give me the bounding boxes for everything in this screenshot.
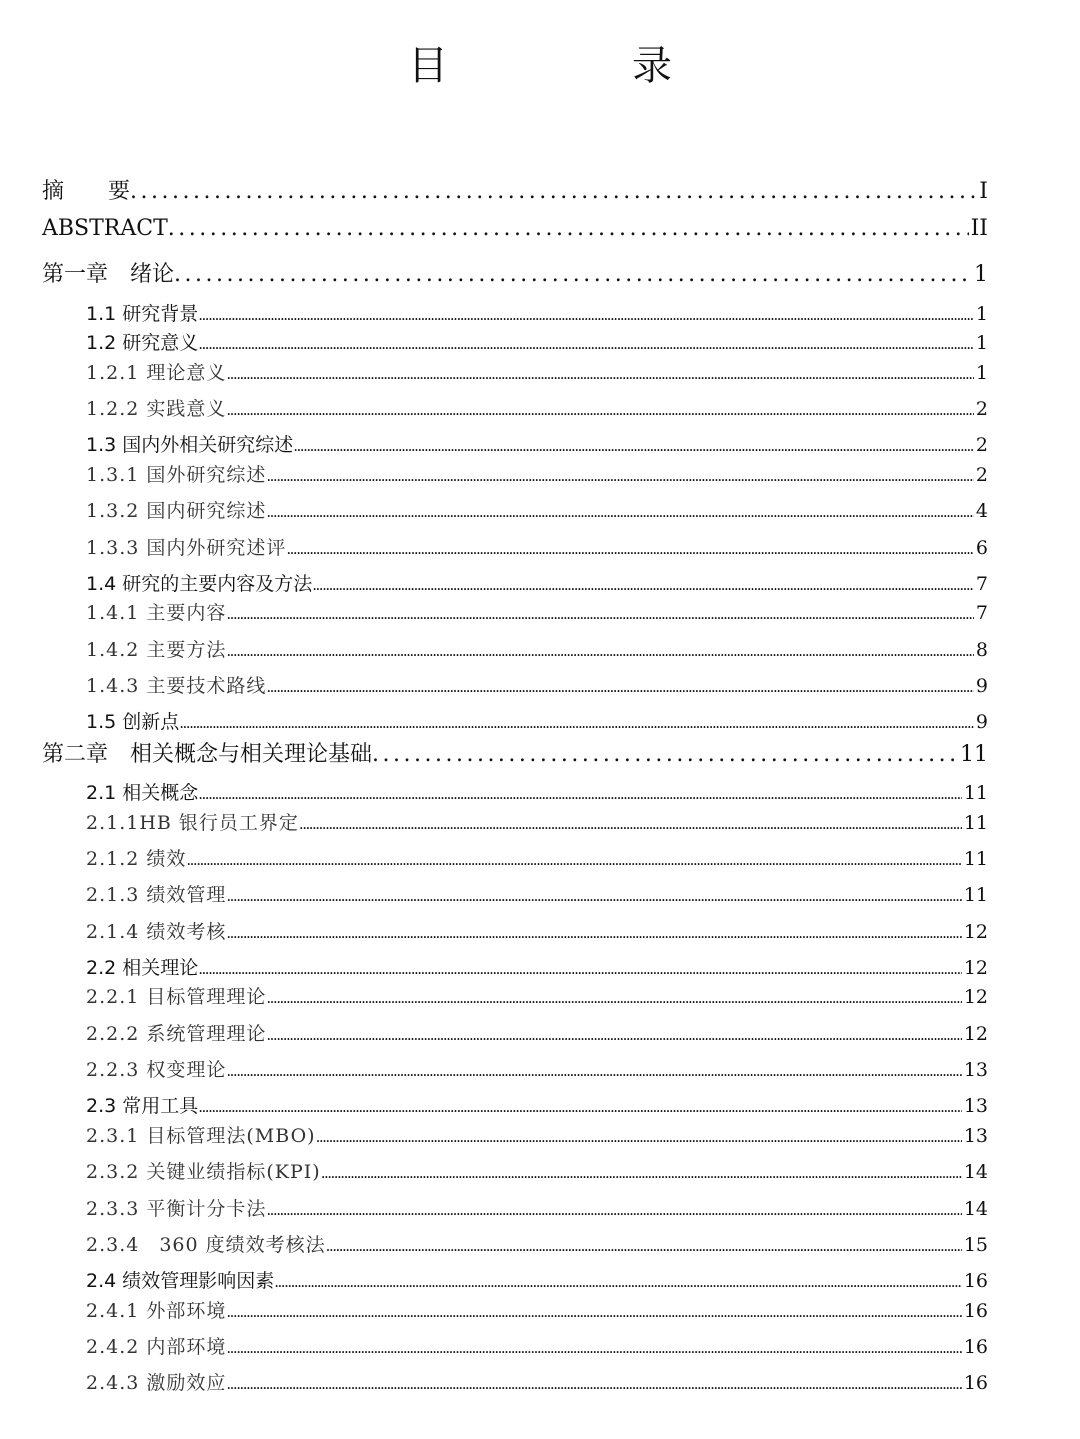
toc-leader-dots (266, 1026, 961, 1044)
toc-entry-page: 9 (975, 711, 988, 733)
toc-leader-dots (130, 179, 977, 204)
toc-entry-subsection[interactable] (86, 358, 988, 386)
toc-entry-section[interactable] (86, 569, 988, 597)
toc-entry-section[interactable] (86, 1266, 988, 1294)
toc-entry-section[interactable] (86, 707, 988, 735)
toc-entry-label: 2.3.2 关键业绩指标(KPI) (86, 1161, 321, 1183)
toc-entry-label: 2.4 绩效管理影响因素 (86, 1270, 275, 1292)
toc-entry-page: I (979, 179, 988, 204)
toc-entry-label: 第二章 相关概念与相关理论基础 (42, 742, 373, 767)
toc-entry-label: 2.1.3 绩效管理 (86, 884, 227, 906)
toc-entry-label: 1.4.2 主要方法 (86, 639, 227, 661)
toc-entry-subsection[interactable] (86, 394, 988, 422)
toc-entry-page: 12 (963, 1023, 988, 1045)
toc-entry-page: 12 (963, 921, 988, 943)
toc-entry-page: 7 (975, 573, 988, 595)
toc-leader-dots (226, 642, 974, 660)
toc-entry-label: 2.1 相关概念 (86, 782, 199, 804)
toc-entry-subsection[interactable] (86, 844, 988, 872)
toc-leader-dots (226, 924, 961, 942)
toc-entry-label: 1.4 研究的主要内容及方法 (86, 573, 313, 595)
toc-leader-dots (226, 887, 961, 905)
toc-entry-page: 1 (975, 332, 988, 354)
toc-leader-dots (274, 1273, 962, 1291)
toc-entry-label: 1.5 创新点 (86, 711, 180, 733)
toc-entry-label: 1.3.2 国内研究综述 (86, 500, 267, 522)
toc-entry-page: 1 (974, 262, 988, 287)
toc-entry-label: 1.4.3 主要技术路线 (86, 675, 267, 697)
toc-entry-label: 2.1.2 绩效 (86, 848, 187, 870)
toc-entry-page: 2 (975, 398, 988, 420)
toc-entry-label: ABSTRACT (42, 216, 168, 241)
toc-entry-page: 11 (963, 782, 988, 804)
toc-entry-chapter-1[interactable] (42, 257, 988, 291)
toc-entry-page: 2 (975, 464, 988, 486)
toc-entry-page: 14 (963, 1161, 988, 1183)
toc-leader-dots (321, 1164, 962, 1182)
toc-leader-dots (168, 216, 969, 241)
toc-entry-label: 1.3 国内外相关研究综述 (86, 434, 294, 456)
toc-entry-page: 9 (975, 675, 988, 697)
toc-entry-subsection[interactable] (86, 533, 988, 561)
toc-entry-label: 2.3.3 平衡计分卡法 (86, 1198, 267, 1220)
toc-leader-dots (198, 335, 974, 353)
toc-leader-dots (226, 1062, 961, 1080)
toc-leader-dots (316, 1128, 962, 1146)
toc-leader-dots (266, 1201, 961, 1219)
toc-entry-abstract-cn[interactable] (42, 174, 988, 208)
toc-entry-subsection[interactable] (86, 635, 988, 663)
toc-leader-dots (266, 678, 974, 696)
page-title: 目 录 (408, 43, 744, 89)
toc-leader-dots (266, 467, 974, 485)
toc-entry-page: 7 (975, 602, 988, 624)
toc-entry-page: 11 (963, 848, 988, 870)
toc-leader-dots (226, 1339, 961, 1357)
toc-entry-page: 1 (975, 303, 988, 325)
toc-entry-page: II (970, 216, 988, 241)
toc-entry-section[interactable] (86, 1091, 988, 1119)
toc-leader-dots (174, 262, 972, 287)
toc-entry-subsection[interactable] (86, 1157, 988, 1185)
toc-entry-subsection[interactable] (86, 1019, 988, 1047)
toc-entry-section[interactable] (86, 299, 988, 327)
toc-entry-subsection[interactable] (86, 460, 988, 488)
toc-entry-label: 1.2 研究意义 (86, 332, 199, 354)
toc-entry-label: 2.2.2 系统管理理论 (86, 1023, 267, 1045)
toc-entry-page: 11 (963, 812, 988, 834)
toc-entry-label: 2.2 相关理论 (86, 957, 199, 979)
toc-entry-page: 6 (975, 537, 988, 559)
toc-leader-dots (226, 365, 974, 383)
toc-entry-page: 11 (963, 884, 988, 906)
toc-entry-subsection[interactable] (86, 598, 988, 626)
toc-entry-page: 13 (963, 1095, 988, 1117)
toc-entry-subsection[interactable] (86, 917, 988, 945)
toc-entry-abstract-en[interactable] (42, 216, 988, 250)
toc-entry-chapter-2[interactable] (42, 737, 988, 771)
toc-entry-label: 1.3.1 国外研究综述 (86, 464, 267, 486)
toc-entry-page: 16 (963, 1336, 988, 1358)
toc-entry-label: 2.3 常用工具 (86, 1095, 199, 1117)
toc-entry-page: 13 (963, 1125, 988, 1147)
toc-entry-page: 1 (975, 362, 988, 384)
toc-entry-page: 12 (963, 986, 988, 1008)
toc-leader-dots (226, 1375, 961, 1393)
toc-entry-page: 11 (960, 742, 988, 767)
toc-leader-dots (293, 437, 974, 455)
toc-leader-dots (266, 503, 974, 521)
toc-leader-dots (226, 605, 974, 623)
toc-entry-subsection[interactable] (86, 1230, 988, 1258)
toc-leader-dots (299, 815, 962, 833)
toc-entry-subsection[interactable] (86, 1194, 988, 1222)
toc-entry-label: 1.4.1 主要内容 (86, 602, 227, 624)
toc-entry-label: 2.4.2 内部环境 (86, 1336, 227, 1358)
toc-entry-label: 摘 要 (42, 179, 131, 204)
toc-entry-label: 2.2.1 目标管理理论 (86, 986, 267, 1008)
toc-entry-page: 8 (975, 639, 988, 661)
toc-entry-label: 1.1 研究背景 (86, 303, 199, 325)
toc-entry-label: 2.3.4 360 度绩效考核法 (86, 1234, 326, 1256)
toc-entry-subsection[interactable] (86, 808, 988, 836)
toc-entry-section[interactable] (86, 328, 988, 356)
toc-leader-dots (186, 851, 961, 869)
toc-entry-label: 2.3.1 目标管理法(MBO) (86, 1125, 316, 1147)
toc-entry-page: 15 (963, 1234, 988, 1256)
toc-entry-page: 16 (963, 1372, 988, 1394)
toc-leader-dots (226, 401, 974, 419)
toc-entry-page: 2 (975, 434, 988, 456)
toc-leader-dots (198, 960, 962, 978)
toc-entry-label: 2.4.1 外部环境 (86, 1300, 227, 1322)
toc-entry-subsection[interactable] (86, 1332, 988, 1360)
toc-entry-label: 1.2.1 理论意义 (86, 362, 227, 384)
toc-entry-label: 第一章 绪论 (42, 262, 175, 287)
toc-entry-label: 1.3.3 国内外研究述评 (86, 537, 287, 559)
toc-entry-subsection[interactable] (86, 1055, 988, 1083)
toc-entry-label: 2.1.4 绩效考核 (86, 921, 227, 943)
toc-leader-dots (326, 1237, 962, 1255)
toc-entry-label: 1.2.2 实践意义 (86, 398, 227, 420)
toc-entry-label: 2.2.3 权变理论 (86, 1059, 227, 1081)
toc-entry-subsection[interactable] (86, 982, 988, 1010)
toc-leader-dots (372, 742, 958, 767)
toc-entry-subsection[interactable] (86, 1368, 988, 1396)
toc-entry-subsection[interactable] (86, 1296, 988, 1324)
toc-entry-section[interactable] (86, 430, 988, 458)
toc-leader-dots (198, 306, 974, 324)
toc-entry-subsection[interactable] (86, 1121, 988, 1149)
toc-entry-page: 13 (963, 1059, 988, 1081)
toc-leader-dots (312, 576, 974, 594)
toc-entry-label: 2.4.3 激励效应 (86, 1372, 227, 1394)
toc-leader-dots (198, 785, 962, 803)
toc-leader-dots (226, 1303, 961, 1321)
toc-leader-dots (266, 989, 961, 1007)
toc-leader-dots (286, 540, 974, 558)
toc-leader-dots (179, 714, 974, 732)
toc-entry-page: 14 (963, 1198, 988, 1220)
toc-entry-subsection[interactable] (86, 880, 988, 908)
toc-entry-page: 16 (963, 1300, 988, 1322)
toc-entry-page: 16 (963, 1270, 988, 1292)
toc-entry-page: 4 (975, 500, 988, 522)
toc-entry-label: 2.1.1HB 银行员工界定 (86, 812, 299, 834)
toc-entry-subsection[interactable] (86, 496, 988, 524)
toc-entry-subsection[interactable] (86, 671, 988, 699)
toc-entry-section[interactable] (86, 778, 988, 806)
toc-leader-dots (198, 1098, 962, 1116)
toc-entry-page: 12 (963, 957, 988, 979)
toc-entry-section[interactable] (86, 953, 988, 981)
